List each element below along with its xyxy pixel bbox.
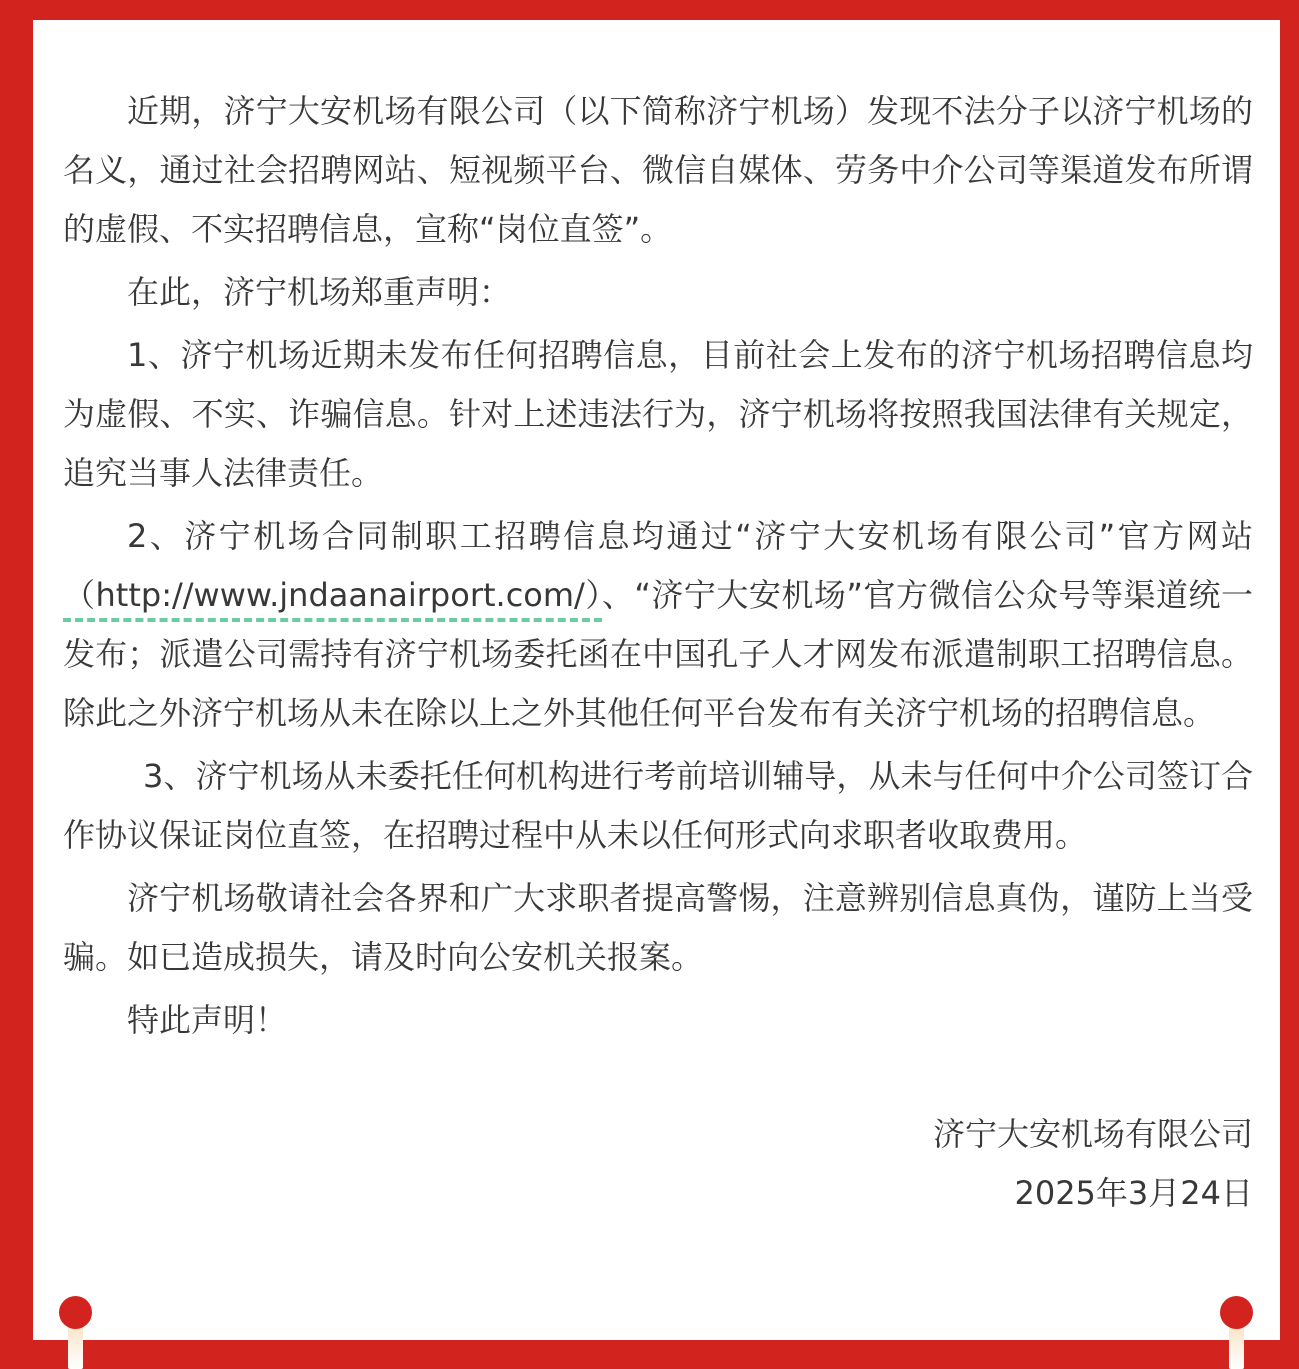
notice-paragraph-item-2 — [63, 507, 1253, 743]
notice-paragraph-item-1: 1、济宁机场近期未发布任何招聘信息，目前社会上发布的济宁机场招聘信息均为虚假、不实、诈骗信息。针对上述违法行为，济宁机场将按照我国法律有关规定，追究当事人法律责任。 — [63, 336, 1253, 492]
notice-paragraph-intro: 近期，济宁大安机场有限公司（以下简称济宁机场）发现不法分子以济宁机场的名义，通过社会招聘网站、短视频平台、微信自媒体、劳务中介公司等渠道发布所谓的虚假、不实招聘信息，宣称“岗位直签”。 — [63, 92, 1253, 248]
item-2-text-after-link: 、“济宁大安机场”官方微信公众号等渠道统一发布；派遣公司需持有济宁机场委托函在中国孔子人才网发布派遣制职工招聘信息。除此之外济宁机场从未在除以上之外其他任何平台发布有关济宁机场的招聘信息。 — [63, 576, 1253, 732]
notice-paragraph-closing: 特此声明！ — [127, 1001, 288, 1039]
notice-paragraph-declaration-lead: 在此，济宁机场郑重声明： — [127, 273, 512, 311]
pin-dot-left — [59, 1296, 92, 1329]
notice-paper — [33, 20, 1280, 1340]
official-website-link[interactable]: （http://www.jndaanairport.com/） — [63, 576, 602, 622]
notice-body — [63, 82, 1253, 1223]
item-2-text-before-link: 2、济宁机场合同制职工招聘信息均通过“济宁大安机场有限公司”官方网站 — [127, 517, 1253, 555]
notice-paragraph-item-3: 3、济宁机场从未委托任何机构进行考前培训辅导，从未与任何中介公司签订合作协议保证岗位直签，在招聘过程中从未以任何形式向求职者收取费用。 — [63, 757, 1253, 854]
pin-dot-right — [1220, 1296, 1253, 1329]
notice-paragraph-warning: 济宁机场敬请社会各界和广大求职者提高警惕，注意辨别信息真伪，谨防上当受骗。如已造成损失，请及时向公安机关报案。 — [63, 879, 1253, 976]
signature-date: 2025年3月24日 — [1014, 1174, 1253, 1212]
signature-block — [63, 1105, 1253, 1223]
signature-company: 济宁大安机场有限公司 — [932, 1115, 1253, 1153]
